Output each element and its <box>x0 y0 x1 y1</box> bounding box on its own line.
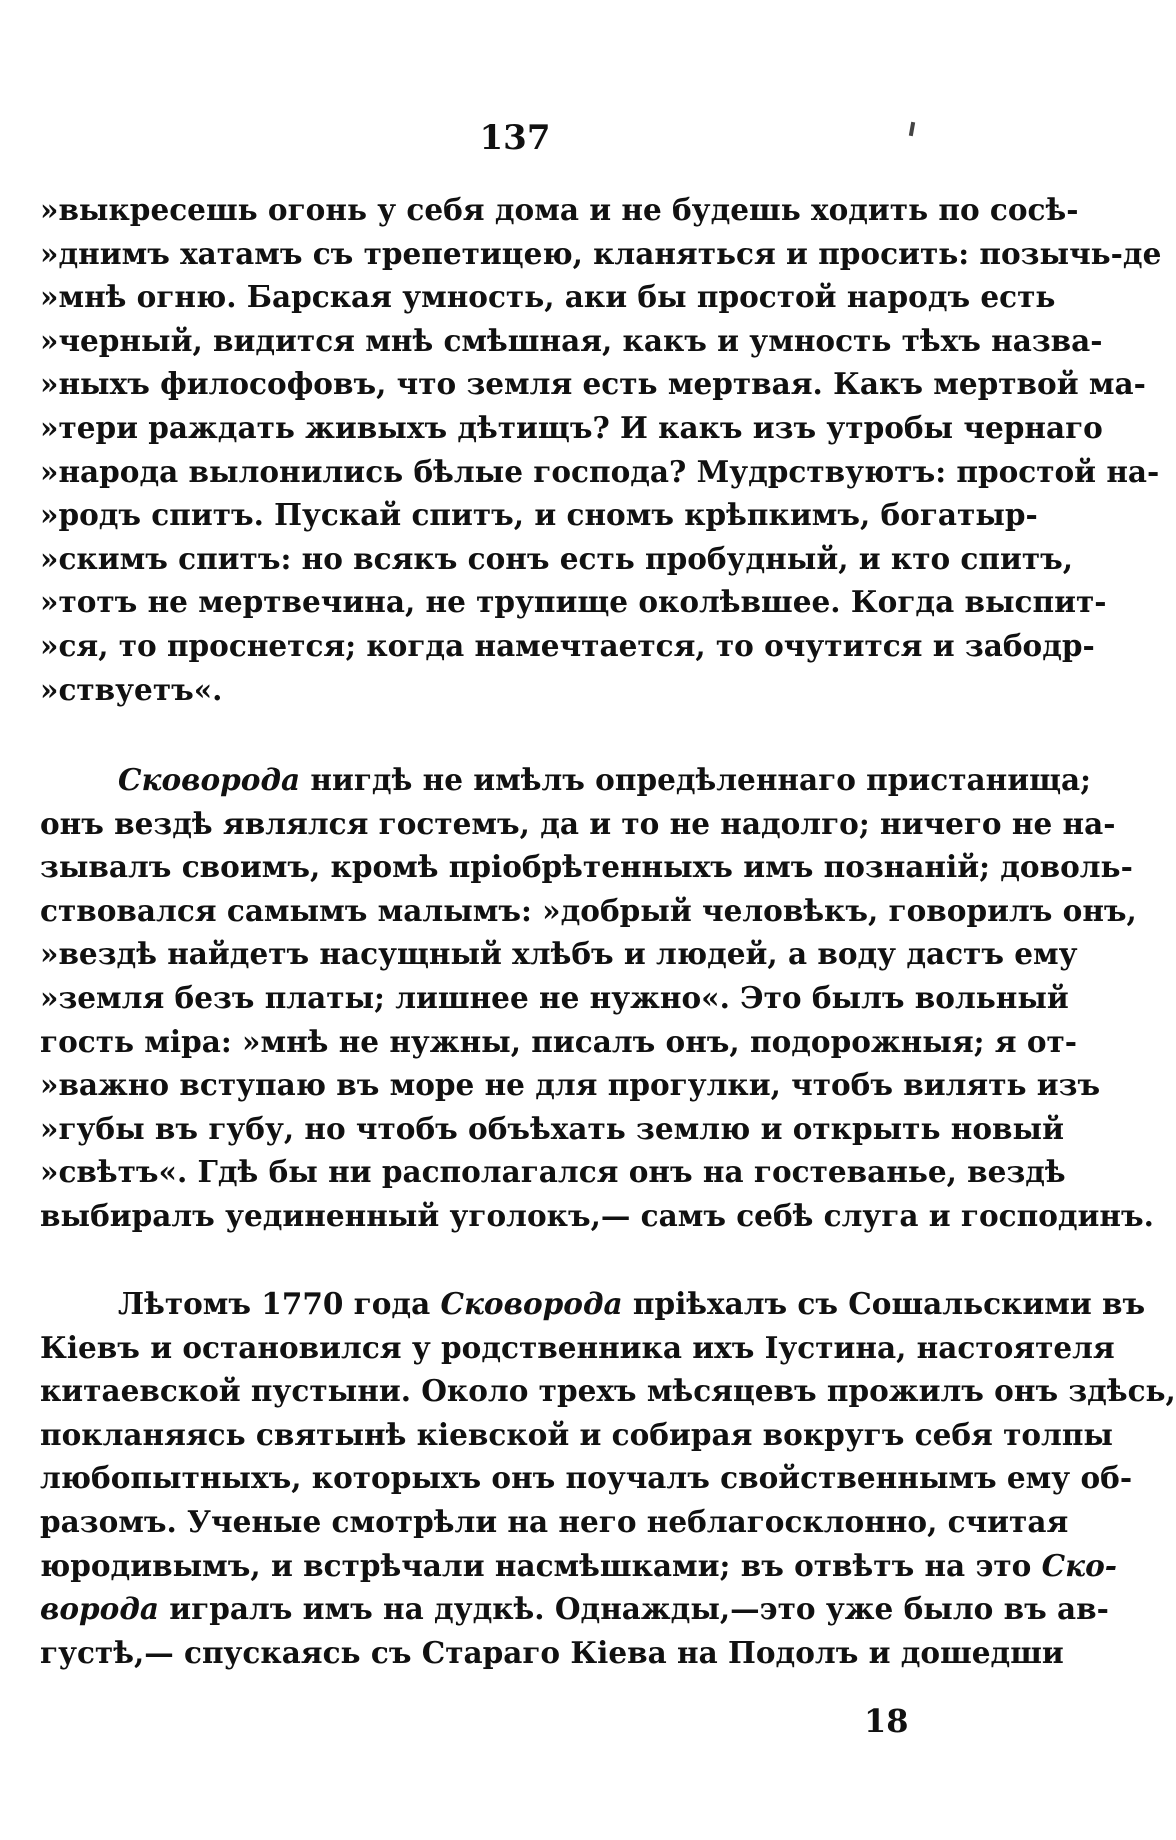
text-line: »народа вылонились бѣлые господа? Мудрствуютъ: простой на- <box>40 453 1160 489</box>
text-line: »важно вступаю въ море не для прогулки, чтобъ вилять изъ <box>40 1067 1101 1103</box>
text-line: покланяясь святынѣ кіевской и собирая вокругъ себя толпы <box>40 1416 1114 1452</box>
text-line: онъ вездѣ являлся гостемъ, да и то не надолго; ничего не на- <box>40 805 1116 841</box>
text-line: гость міра: »мнѣ не нужны, писалъ онъ, подорожныя; я от- <box>40 1023 1078 1059</box>
text-line: Лѣтомъ 1770 года Сковорода пріѣхалъ съ Сошальскими въ <box>118 1286 1146 1321</box>
text-line: »днимъ хатамъ съ трепетицею, кланяться и просить: позычь-де <box>40 235 1162 271</box>
text-line: любопытныхъ, которыхъ онъ поучалъ свойственнымъ ему об- <box>40 1460 1133 1496</box>
paragraph-2 <box>40 758 1154 1238</box>
text-line: ворода игралъ имъ на дудкѣ. Однажды,—это уже было въ ав- <box>40 1591 1109 1627</box>
text-line: »вездѣ найдетъ насущный хлѣбъ и людей, а воду дастъ ему <box>40 936 1078 972</box>
text-line: »выкресешь огонь у себя дома и не будешь ходить по сосѣ- <box>40 192 1079 227</box>
page-number: 137 <box>479 118 551 158</box>
text-line: »ныхъ философовъ, что земля есть мертвая. Какъ мертвой ма- <box>40 366 1146 402</box>
text-line: густѣ,— спускаясь съ Стараго Кіева на Подолъ и дошедши <box>40 1634 1064 1670</box>
text-line: »тери раждать живыхъ дѣтищъ? И какъ изъ утробы чернаго <box>40 409 1103 445</box>
text-line: »ся, то проснется; когда намечтается, то очутится и забодр- <box>40 627 1095 663</box>
text-line: »черный, видится мнѣ смѣшная, какъ и умность тѣхъ назва- <box>40 322 1103 358</box>
text-line: »земля безъ платы; лишнее не нужно«. Это былъ вольный <box>40 979 1069 1015</box>
text-line: юродивымъ, и встрѣчали насмѣшками; въ отвѣтъ на это Ско- <box>40 1547 1118 1583</box>
text-line: »родъ спитъ. Пускай спитъ, и сномъ крѣпкимъ, богатыр- <box>40 497 1038 533</box>
text-line: »ствуетъ«. <box>40 671 223 707</box>
text-line: китаевской пустыни. Около трехъ мѣсяцевъ прожилъ онъ здѣсь, <box>40 1373 1176 1409</box>
text-line: »мнѣ огню. Барская умность, аки бы простой народъ есть <box>40 279 1056 315</box>
text-line: выбиралъ уединенный уголокъ,— самъ себѣ слуга и господинъ. <box>40 1197 1154 1233</box>
text-line: ствовался самымъ малымъ: »добрый человѣкъ, говорилъ онъ, <box>40 892 1137 928</box>
text-line: Кіевъ и остановился у родственника ихъ Іустина, настоятеля <box>40 1329 1115 1365</box>
paragraph-1 <box>40 188 1162 711</box>
text-line: »скимъ спитъ: но всякъ сонъ есть пробудный, и кто спитъ, <box>40 540 1074 576</box>
text-line: разомъ. Ученые смотрѣли на него неблагосклонно, считая <box>40 1503 1069 1539</box>
text-line: »тотъ не мертвечина, не трупище околѣвшее. Когда выспит- <box>40 584 1107 620</box>
signature-mark: 18 <box>864 1702 909 1740</box>
text-line: »свѣтъ«. Гдѣ бы ни располагался онъ на гостеванье, вездѣ <box>40 1154 1066 1190</box>
paragraph-3 <box>40 1282 1176 1674</box>
text-line: Сковорода нигдѣ не имѣлъ опредѣленнаго пристанища; <box>118 762 1091 797</box>
text-line: »губы въ губу, но чтобъ объѣхать землю и открыть новый <box>40 1110 1064 1146</box>
text-line: зывалъ своимъ, кромѣ пріобрѣтенныхъ имъ познаній; доволь- <box>40 849 1133 885</box>
